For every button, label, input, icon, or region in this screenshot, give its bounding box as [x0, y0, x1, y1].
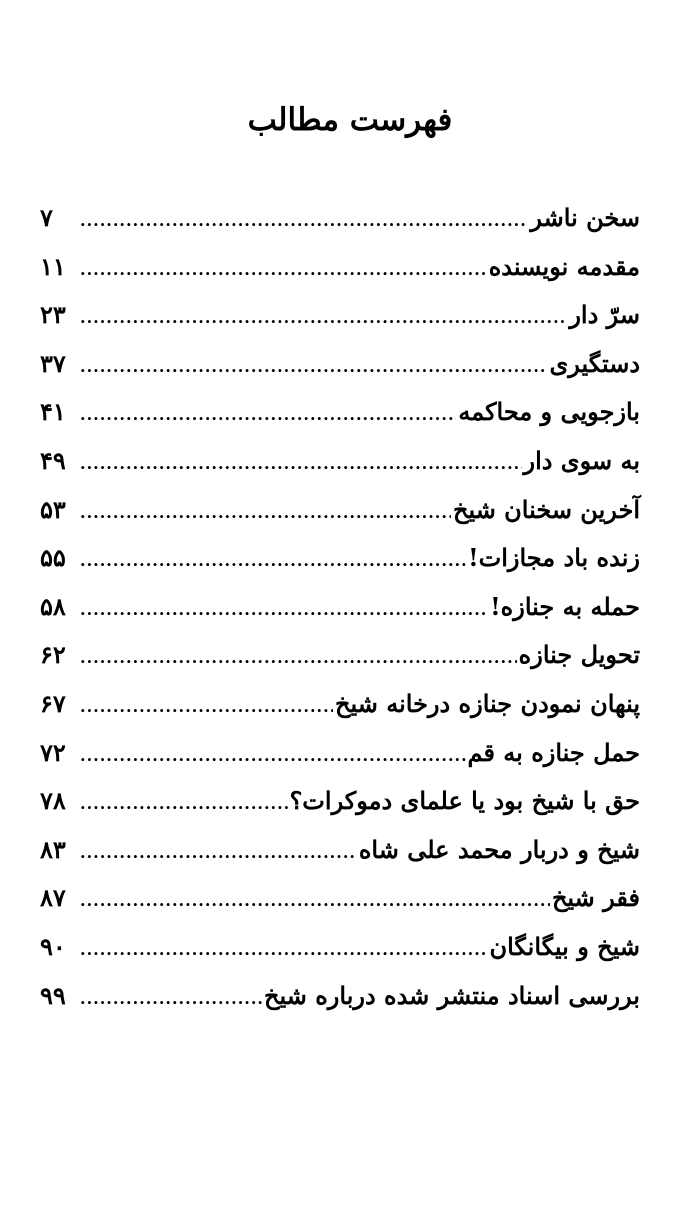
dot-leader [80, 440, 522, 488]
toc-label: زنده باد مجازات! [468, 543, 640, 573]
dot-leader [80, 634, 517, 682]
toc-label: حمل جنازه به قم [467, 737, 640, 767]
toc-entry-poverty-of-sheikh [40, 874, 640, 923]
toc-entry-secret-of-gallows [40, 291, 640, 340]
toc-page-number: ۷۸ [40, 786, 66, 816]
toc-label: شیخ و دربار محمد علی شاه [358, 834, 640, 864]
table-of-contents [40, 194, 640, 1020]
toc-entry-author-introduction [40, 243, 640, 292]
toc-page-number: ۶۲ [40, 640, 66, 670]
dot-leader [80, 586, 488, 634]
toc-entry-hiding-body [40, 680, 640, 729]
toc-page-number: ۱۱ [40, 251, 66, 281]
toc-label: پنهان نمودن جنازه درخانه شیخ [335, 688, 640, 718]
toc-page-number: ۹۹ [40, 980, 66, 1010]
toc-page-number: ۲۳ [40, 300, 66, 330]
dot-leader [80, 829, 357, 877]
dot-leader [80, 246, 487, 294]
toc-page-number: ۵۸ [40, 591, 66, 621]
dot-leader [80, 391, 456, 439]
toc-page-number: ۹۰ [40, 931, 66, 961]
toc-label: بررسی اسناد منتشر شده درباره شیخ [264, 980, 640, 1010]
toc-entry-attack-on-body [40, 583, 640, 632]
toc-page-number: ۸۳ [40, 834, 66, 864]
toc-entry-long-live-punishment [40, 534, 640, 583]
toc-entry-who-was-right [40, 777, 640, 826]
toc-label: بازجویی و محاکمه [458, 397, 640, 427]
toc-entry-toward-gallows [40, 437, 640, 486]
dot-leader [80, 537, 466, 585]
dot-leader [80, 780, 288, 828]
toc-label: سخن ناشر [530, 203, 640, 232]
toc-label: حق با شیخ بود یا علمای دموکرات؟ [289, 786, 640, 816]
toc-page-number: ۶۷ [40, 688, 66, 718]
dot-leader [80, 975, 262, 1023]
toc-entry-court-of-mohammad-ali-shah [40, 826, 640, 875]
toc-entry-arrest [40, 340, 640, 389]
toc-label: آخرین سخنان شیخ [452, 494, 640, 524]
dot-leader [80, 489, 451, 537]
dot-leader [80, 197, 528, 245]
toc-label: شیخ و بیگانگان [489, 931, 640, 961]
toc-entry-last-words [40, 486, 640, 535]
toc-page-number: ۳۷ [40, 348, 66, 378]
dot-leader [80, 683, 333, 731]
toc-label: تحویل جنازه [518, 640, 640, 670]
dot-leader [80, 926, 487, 974]
toc-label: دستگیری [549, 348, 640, 378]
toc-page-number: ۵۵ [40, 543, 66, 573]
dot-leader [80, 877, 550, 925]
toc-entry-body-delivery [40, 631, 640, 680]
toc-label: سرّ دار [569, 300, 640, 330]
toc-page-number: ۴۱ [40, 397, 66, 427]
toc-entry-interrogation-trial [40, 388, 640, 437]
toc-page-number: ۵۳ [40, 494, 66, 524]
toc-label: فقر شیخ [551, 883, 640, 913]
toc-entry-sheikh-and-foreigners [40, 923, 640, 972]
toc-label: به سوی دار [523, 445, 640, 475]
dot-leader [80, 732, 466, 780]
toc-page-number: ۸۷ [40, 883, 66, 913]
page-title: فهرست مطالب [247, 102, 453, 138]
toc-entry-carrying-body-to-qom [40, 729, 640, 778]
toc-page-number: ۴۹ [40, 445, 66, 475]
toc-label: مقدمه نویسنده [488, 251, 640, 281]
toc-entry-publisher-note [40, 194, 640, 243]
dot-leader [80, 294, 567, 342]
dot-leader [80, 343, 547, 391]
toc-page-number: ۷۲ [40, 737, 66, 767]
toc-page-number: ۷ [40, 203, 53, 232]
toc-label: حمله به جنازه! [490, 591, 640, 621]
toc-entry-review-of-documents [40, 972, 640, 1021]
